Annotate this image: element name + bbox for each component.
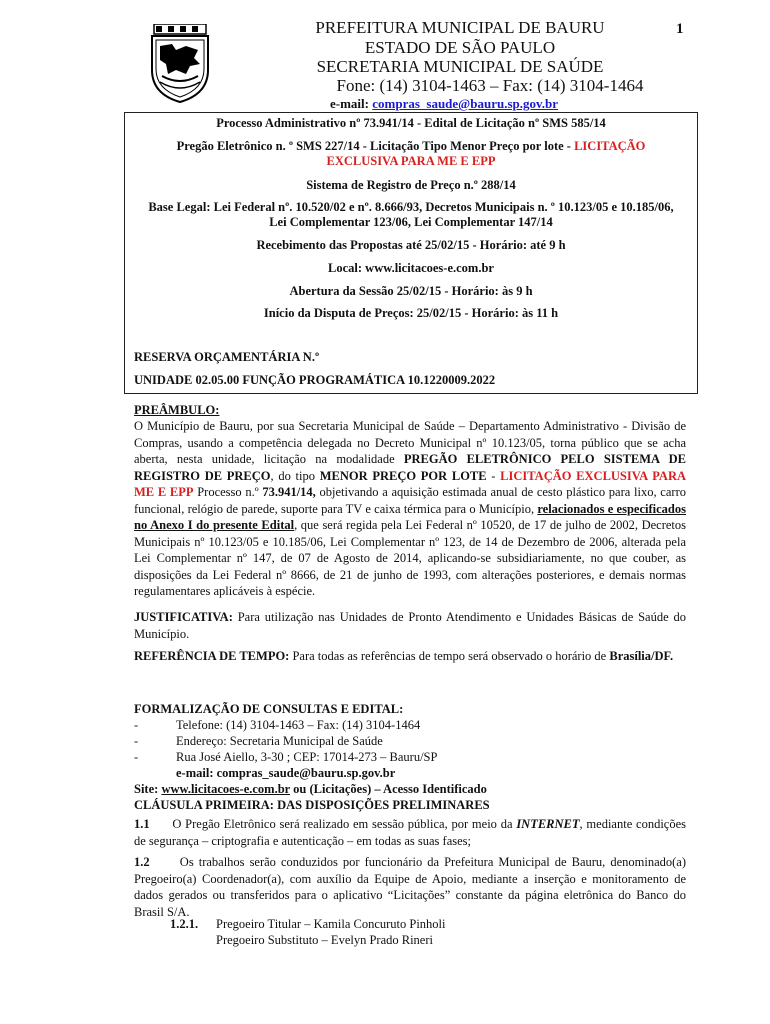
pregao-exclusive-1: LICITAÇÃO	[574, 139, 646, 153]
clause-1-1-t1: O Pregão Eletrônico será realizado em sessão pública, por meio da	[172, 817, 517, 831]
header-phone: Fone: (14) 3104-1463 – Fax: (14) 3104-1464	[336, 76, 644, 95]
unidade-line: UNIDADE 02.05.00 FUNÇÃO PROGRAMÁTICA 10.1220009.2022	[134, 373, 496, 387]
clause-1-2-text: Os trabalhos serão conduzidos por funcionário da Prefeitura Municipal de Bauru, denominado(a) Pregoeiro(a) Coordenador(a), com auxílio da Equipe de Apoio, mediante a inserção e monitoramento de dados gerados ou transferidos para o aplicativo “Licitações” constante da página eletrônica do Banco do Brasil S/A.	[134, 855, 686, 919]
preambulo-process-number: 73.941/14,	[262, 485, 316, 499]
pregao-exclusive-2: EXCLUSIVA PARA ME E EPP	[326, 154, 496, 168]
list-dash: -	[134, 734, 139, 748]
formalizacao-email: e-mail: compras_saude@bauru.sp.gov.br	[176, 766, 396, 780]
list-item	[134, 733, 490, 749]
preambulo-t3: -	[486, 468, 501, 483]
header-municipality: PREFEITURA MUNICIPAL DE BAURU	[315, 18, 605, 37]
preambulo-t5: objetivando a aquisição estimada anual de cesto plástico para lixo, carro funcional, relógio de parede, suporte para TV e caixa térmica para o Município,	[134, 485, 686, 516]
list-dash: -	[134, 750, 139, 764]
preambulo-t2: , do tipo	[270, 468, 320, 483]
preambulo-exclusive: LICITAÇÃO EXCLUSIVA PARA ME E EPP	[134, 468, 686, 499]
preambulo-t1: O Município de Bauru, por sua Secretaria Municipal de Saúde – Departamento Administrativo - Divisão de Compras, usando a competência delegada no Decreto Municipal nº 10.123/05, torna público que se acha aberta, nesta unidade, licitação na modalidade	[134, 419, 686, 466]
site-rest: ou (Licitações) – Acesso Identificado	[290, 782, 487, 796]
abertura-line: Abertura da Sessão 25/02/15 - Horário: às 9 h	[289, 284, 533, 298]
clause-1-2-number: 1.2	[134, 855, 150, 869]
email-label: e-mail:	[330, 96, 369, 111]
clause-1-2-1-number: 1.2.1.	[170, 917, 199, 931]
formalizacao-title: FORMALIZAÇÃO DE CONSULTAS E EDITAL:	[134, 702, 404, 716]
inicio-line: Início da Disputa de Preços: 25/02/15 - Horário: às 11 h	[263, 306, 559, 320]
list-item-street: Rua José Aiello, 3-30 ; CEP: 17014-273 – Bauru/SP	[176, 750, 438, 764]
pregoeiro-substituto: Pregoeiro Substituto – Evelyn Prado Rineri	[216, 933, 433, 947]
list-item	[134, 749, 490, 765]
clause-1-1-t2: , mediante condições de segurança – criptografia e autenticação – em todas as suas fases;	[134, 817, 687, 848]
site-line	[134, 781, 490, 797]
header-state: ESTADO DE SÃO PAULO	[364, 38, 556, 57]
clause-1-1-internet: INTERNET	[516, 817, 580, 831]
list-item	[134, 717, 490, 733]
sistema-line: Sistema de Registro de Preço n.º 288/14	[306, 178, 516, 192]
pregao-text: Pregão Eletrônico n. º SMS 227/14 - Licitação Tipo Menor Preço por lote -	[176, 139, 575, 153]
recebimento-line: Recebimento das Propostas até 25/02/15 - Horário: até 9 h	[256, 238, 566, 252]
pregao-line	[128, 139, 694, 169]
preambulo-t4: Processo n.º	[193, 485, 263, 499]
email-link[interactable]: compras_saude@bauru.sp.gov.br	[372, 96, 559, 111]
header-secretariat: SECRETARIA MUNICIPAL DE SAÚDE	[316, 57, 604, 76]
preambulo-type: MENOR PREÇO POR LOTE	[319, 468, 487, 483]
clause-1-2-1	[170, 916, 446, 948]
justificativa-paragraph	[134, 609, 686, 642]
preambulo-annex-ref: relacionados e especificados no Anexo I do presente Edital	[134, 501, 686, 532]
process-line: Processo Administrativo nº 73.941/14 - Edital de Licitação nº SMS 585/14	[216, 116, 606, 130]
referencia-brasilia: Brasília/DF.	[609, 649, 674, 663]
site-link[interactable]: www.licitacoes-e.com.br	[161, 782, 290, 796]
preambulo-modality: PREGÃO ELETRÔNICO PELO SISTEMA DE REGISTRO DE PREÇO	[134, 452, 686, 483]
referencia-paragraph	[134, 648, 686, 665]
clause-1-1	[134, 816, 686, 849]
pregoeiro-titular: Pregoeiro Titular – Kamila Concuruto Pinholi	[216, 917, 446, 931]
justificativa-text: Para utilização nas Unidades de Pronto Atendimento e Unidades Básicas de Saúde do Município.	[134, 610, 686, 641]
header-email	[330, 96, 558, 112]
clausula-primeira-title: CLÁUSULA PRIMEIRA: DAS DISPOSIÇÕES PRELIMINARES	[134, 798, 490, 812]
formalizacao-list	[134, 717, 490, 813]
reserva-line: RESERVA ORÇAMENTÁRIA N.º	[134, 350, 320, 364]
list-dash: -	[134, 718, 139, 732]
base-legal-line-2: Lei Complementar 123/06, Lei Complementar 147/14	[269, 215, 553, 229]
referencia-text: Para todas as referências de tempo será observado o horário de	[289, 649, 610, 663]
clause-1-1-number: 1.1	[134, 817, 150, 831]
clause-1-2	[134, 854, 686, 920]
city-seal-icon	[146, 24, 214, 104]
base-legal-line-1: Base Legal: Lei Federal nº. 10.520/02 e nº. 8.666/93, Decretos Municipais n. º 10.123/05 e 10.185/06,	[148, 200, 674, 214]
page-number: 1	[676, 21, 684, 37]
site-label: Site:	[134, 782, 162, 796]
referencia-label: REFERÊNCIA DE TEMPO:	[134, 649, 290, 663]
preambulo-t6: , que será regida pela Lei Federal nº 10520, de 17 de julho de 2002, Decretos Municipais nº 10.123/05 e 10.185/06, Lei Complementar nº 123, de 14 de Dezembro de 2006, alterada pela Lei Complementar nº 147, de 07 de Agosto de 2014, aplicando-se subsidiariamente, no que couber, as disposições da Lei Federal nº 8666, de 21 de junho de 1993, com alterações posteriores, e demais normas regulamentares aplicáveis à espécie.	[134, 518, 687, 598]
justificativa-label: JUSTIFICATIVA:	[134, 610, 233, 624]
list-item-address: Endereço: Secretaria Municipal de Saúde	[176, 734, 383, 748]
preambulo-title: PREÂMBULO:	[134, 403, 220, 417]
list-item-phone: Telefone: (14) 3104-1463 – Fax: (14) 3104-1464	[176, 718, 421, 732]
local-line: Local: www.licitacoes-e.com.br	[328, 261, 494, 275]
preambulo-text	[134, 418, 686, 600]
